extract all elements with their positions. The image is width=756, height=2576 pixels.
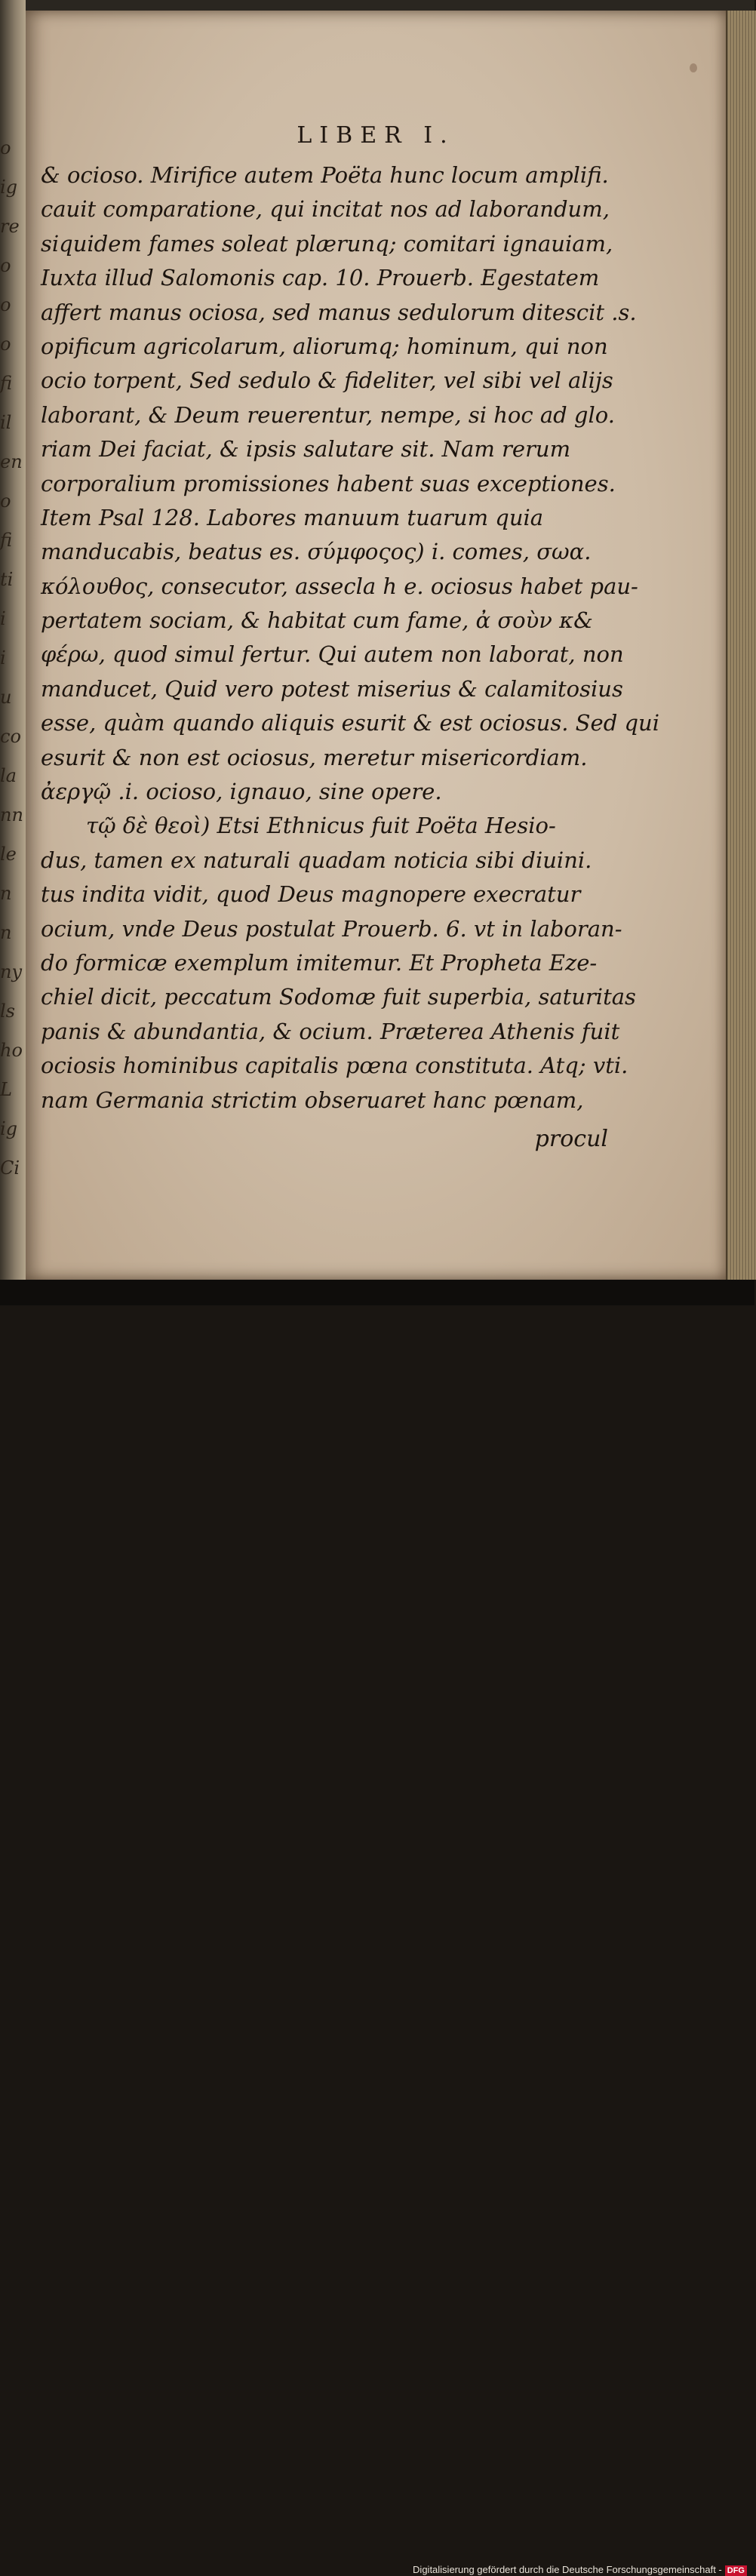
previous-page-fragment: n (0, 883, 12, 904)
text-line: esurit & non est ociosus, meretur misericordiam. (41, 744, 588, 770)
text-line: panis & abundantia, & ocium. Præterea Athenis fuit (41, 1018, 620, 1044)
footer-strip (0, 1280, 754, 2575)
text-line: κόλουθος, consecutor, assecla h e. ociosus habet pau- (41, 573, 638, 599)
previous-page-fragment: ho (0, 1040, 23, 1061)
previous-page-fragment: i (0, 608, 6, 629)
text-line: & ocioso. Mirifice autem Poëta hunc locum amplifi. (41, 162, 609, 188)
text-line: tus indita vidit, quod Deus magnopere execratur (41, 881, 581, 908)
text-line: ocium, vnde Deus postulat Prouerb. 6. vt in laboran- (41, 915, 622, 942)
running-header: LIBER I. (297, 122, 455, 149)
previous-page-fragment: co (0, 726, 21, 747)
previous-page-fragment: o (0, 255, 11, 276)
dfg-logo: DFG (725, 2565, 747, 2576)
previous-page-fragment: ig (0, 177, 18, 198)
previous-page-fragment: i (0, 647, 6, 669)
text-line: opificum agricolarum, aliorumq; hominum, qui non (41, 333, 608, 359)
text-line: τῷ δὲ θεοὶ) Etsi Ethnicus fuit Poëta Hesio- (86, 813, 556, 839)
previous-page-fragment: re (0, 216, 20, 237)
digitization-credit (413, 2564, 747, 2576)
text-line: esse, quàm quando aliquis esurit & est ociosus. Sed qui (41, 710, 660, 736)
text-line: nam Germania strictim obseruaret hanc pœnam, (41, 1087, 584, 1113)
paper-stain (690, 63, 697, 72)
previous-page-edge (0, 0, 26, 1305)
book-fore-edge (726, 11, 756, 1280)
previous-page-text-fragments (0, 128, 23, 1179)
text-line: cauit comparatione, qui incitat nos ad laborandum, (41, 196, 610, 223)
previous-page-fragment: n (0, 922, 12, 943)
previous-page-fragment: fi (0, 373, 13, 394)
previous-page-fragment: en (0, 451, 23, 472)
text-line: laborant, & Deum reuerentur, nempe, si hoc ad glo. (41, 401, 615, 428)
previous-page-fragment: Ci (0, 1157, 20, 1179)
previous-page-fragment: o (0, 294, 11, 315)
previous-page-fragment: L (0, 1079, 12, 1100)
text-line: manducabis, beatus es. σύμφοςος) i. comes, σωα. (41, 539, 592, 565)
text-line: riam Dei faciat, & ipsis salutare sit. Nam rerum (41, 436, 571, 463)
text-line: Iuxta illud Salomonis cap. 10. Prouerb. Egestatem (41, 265, 600, 291)
text-line: affert manus ociosa, sed manus sedulorum ditescit .s. (41, 299, 637, 325)
previous-page-fragment: ny (0, 961, 23, 982)
previous-page-fragment: o (0, 334, 11, 355)
text-line: ocio torpent, Sed sedulo & fideliter, vel sibi vel alijs (41, 367, 613, 394)
text-line: dus, tamen ex naturali quadam noticia sibi diuini. (41, 847, 592, 873)
previous-page-fragment: ti (0, 569, 14, 590)
previous-page-fragment: u (0, 687, 12, 708)
text-line: manducet, Quid vero potest miserius & calamitosius (41, 675, 623, 702)
previous-page-fragment: o (0, 490, 11, 512)
previous-page-fragment: nn (0, 804, 23, 825)
previous-page-fragment: la (0, 765, 17, 786)
text-line: ociosis hominibus capitalis pœna constituta. Atq; vti. (41, 1053, 628, 1079)
text-line: Item Psal 128. Labores manuum tuarum quia (41, 504, 544, 530)
text-line: corporalium promissiones habent suas exceptiones. (41, 470, 616, 496)
text-line: chiel dicit, peccatum Sodomæ fuit superbia, saturitas (41, 984, 636, 1010)
catchword: procul (534, 1126, 608, 1152)
text-line: do formicæ exemplum imitemur. Et Propheta Eze- (41, 949, 598, 976)
text-line: siquidem fames soleat plærunq; comitari ignauiam, (41, 230, 613, 257)
text-line: ἀεργῷ .i. ocioso, ignauo, sine opere. (41, 779, 442, 805)
previous-page-fragment: o (0, 137, 11, 158)
credit-text: Digitalisierung gefördert durch die Deutsche Forschungsgemeinschaft - (413, 2564, 722, 2575)
text-line: pertatem sociam, & habitat cum fame, ἀ σοὺν κ& (41, 607, 593, 634)
previous-page-fragment: ls (0, 1001, 15, 1022)
book-page (26, 11, 726, 1280)
text-line: φέρω, quod simul fertur. Qui autem non laborat, non (41, 641, 624, 668)
previous-page-fragment: ig (0, 1118, 18, 1139)
previous-page-fragment: fi (0, 530, 13, 551)
body-text (41, 158, 660, 1117)
previous-page-fragment: le (0, 844, 17, 865)
previous-page-fragment: il (0, 412, 12, 433)
